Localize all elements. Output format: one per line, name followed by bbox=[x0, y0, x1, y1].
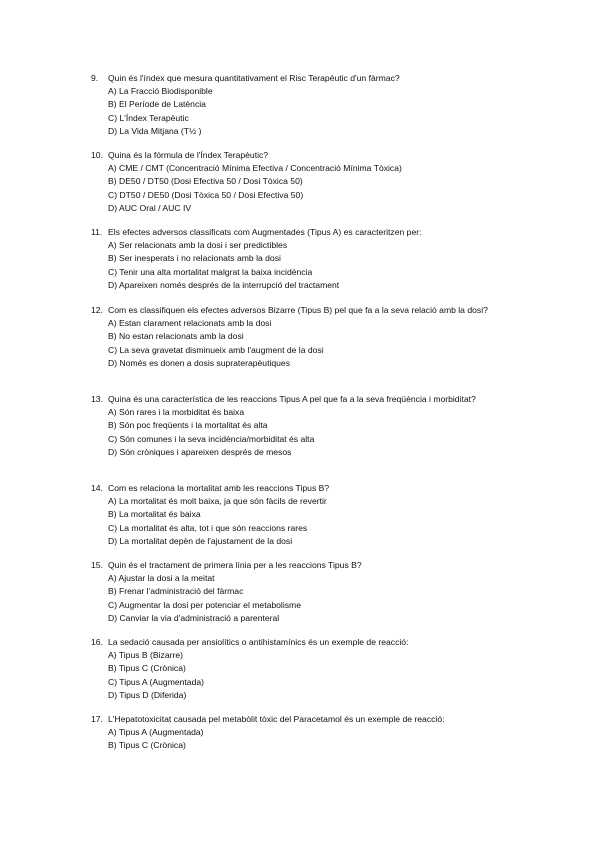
option-b: B) Són poc freqüents i la mortalitat és alta bbox=[108, 420, 268, 431]
option-d: D) La Vida Mitjana (T½ ) bbox=[108, 125, 202, 136]
option-d: D) Canviar la via d'administració a parenteral bbox=[108, 612, 280, 623]
option-c: C) Augmentar la dosi per potenciar el metabolisme bbox=[108, 599, 301, 610]
question-17 bbox=[91, 713, 511, 753]
question-number: 17. bbox=[91, 714, 103, 724]
option-b: B) Tipus C (Crònica) bbox=[108, 740, 186, 751]
option-b: B) La mortalitat és baixa bbox=[108, 509, 201, 520]
question-text: Com es classifiquen els efectes adversos Bizarre (Tipus B) pel que fa a la seva relació amb la dosi? bbox=[108, 305, 488, 315]
question-text: Quina és la fórmula de l'Índex Terapèutic? bbox=[108, 150, 269, 160]
option-a: A) Ser relacionats amb la dosi i ser predictibles bbox=[108, 240, 288, 251]
question-number: 11. bbox=[91, 227, 103, 237]
question-text: La sedació causada per ansiolítics o antihistamínics és un exemple de reacció: bbox=[108, 637, 409, 647]
option-c: C) La seva gravetat disminueix amb l'augment de la dosi bbox=[108, 344, 324, 355]
question-number: 14. bbox=[91, 483, 103, 493]
option-a: A) Són rares i la morbiditat és baixa bbox=[108, 407, 245, 418]
option-d: D) Tipus D (Diferida) bbox=[108, 689, 187, 700]
option-a: A) Ajustar la dosi a la meitat bbox=[108, 573, 215, 584]
option-b: B) DE50 / DT50 (Dosi Efectiva 50 / Dosi Tòxica 50) bbox=[108, 176, 303, 187]
option-b: B) El Període de Latència bbox=[108, 99, 206, 110]
question-number: 15. bbox=[91, 560, 103, 570]
question-text: Els efectes adversos classificats com Augmentades (Tipus A) es caracteritzen per: bbox=[108, 227, 422, 237]
option-c: C) Són comunes i la seva incidència/morbiditat és alta bbox=[108, 433, 315, 444]
question-11 bbox=[91, 226, 511, 292]
option-c: C) Tenir una alta mortalitat malgrat la baixa incidència bbox=[108, 266, 313, 277]
question-number: 13. bbox=[91, 394, 103, 404]
option-a: A) CME / CMT (Concentració Mínima Efectiva / Concentració Mínima Tòxica) bbox=[108, 163, 402, 174]
option-c: C) DT50 / DE50 (Dosi Tòxica 50 / Dosi Efectiva 50) bbox=[108, 189, 304, 200]
question-16 bbox=[91, 636, 511, 702]
question-text: Quin és el tractament de primera línia per a les reaccions Tipus B? bbox=[108, 560, 362, 570]
option-b: B) Tipus C (Crònica) bbox=[108, 663, 186, 674]
question-text: Quina és una característica de les reaccions Tipus A pel que fa a la seva freqüència i morbiditat? bbox=[108, 394, 476, 404]
option-c: C) Tipus A (Augmentada) bbox=[108, 676, 205, 687]
option-d: D) La mortalitat depèn de l'ajustament de la dosi bbox=[108, 535, 293, 546]
option-d: D) Són cròniques i apareixen després de mesos bbox=[108, 446, 292, 457]
option-a: A) Tipus B (Bizarre) bbox=[108, 650, 183, 661]
option-c: C) La mortalitat és alta, tot i que són reaccions rares bbox=[108, 522, 308, 533]
option-b: B) Frenar l'administració del fàrmac bbox=[108, 586, 244, 597]
question-13 bbox=[91, 393, 511, 459]
question-text: Com es relaciona la mortalitat amb les reaccions Tipus B? bbox=[108, 483, 330, 493]
question-text: L'Hepatotoxicitat causada pel metabòlit tòxic del Paracetamol és un exemple de reacció: bbox=[108, 714, 445, 724]
option-d: D) Només es donen a dosis supraterapèutiques bbox=[108, 357, 291, 368]
question-number: 9. bbox=[91, 73, 99, 83]
option-a: A) La Fracció Biodisponible bbox=[108, 86, 213, 97]
question-number: 10. bbox=[91, 150, 103, 160]
question-10 bbox=[91, 149, 511, 215]
option-b: B) No estan relacionats amb la dosi bbox=[108, 331, 244, 342]
question-9 bbox=[91, 72, 511, 138]
question-14 bbox=[91, 482, 511, 548]
question-text: Quin és l'índex que mesura quantitativament el Risc Terapèutic d'un fàrmac? bbox=[108, 73, 400, 83]
option-a: A) Tipus A (Augmentada) bbox=[108, 727, 204, 738]
option-d: D) Apareixen només després de la interrupció del tractament bbox=[108, 279, 340, 290]
option-b: B) Ser inesperats i no relacionats amb la dosi bbox=[108, 253, 281, 264]
option-a: A) La mortalitat és molt baixa, ja que són fàcils de revertir bbox=[108, 496, 327, 507]
question-number: 16. bbox=[91, 637, 103, 647]
option-d: D) AUC Oral / AUC IV bbox=[108, 202, 192, 213]
question-15 bbox=[91, 559, 511, 625]
question-number: 12. bbox=[91, 305, 103, 315]
option-a: A) Estan clarament relacionats amb la dosi bbox=[108, 318, 272, 329]
question-12 bbox=[91, 304, 511, 370]
option-c: C) L'Índex Terapèutic bbox=[108, 112, 189, 123]
